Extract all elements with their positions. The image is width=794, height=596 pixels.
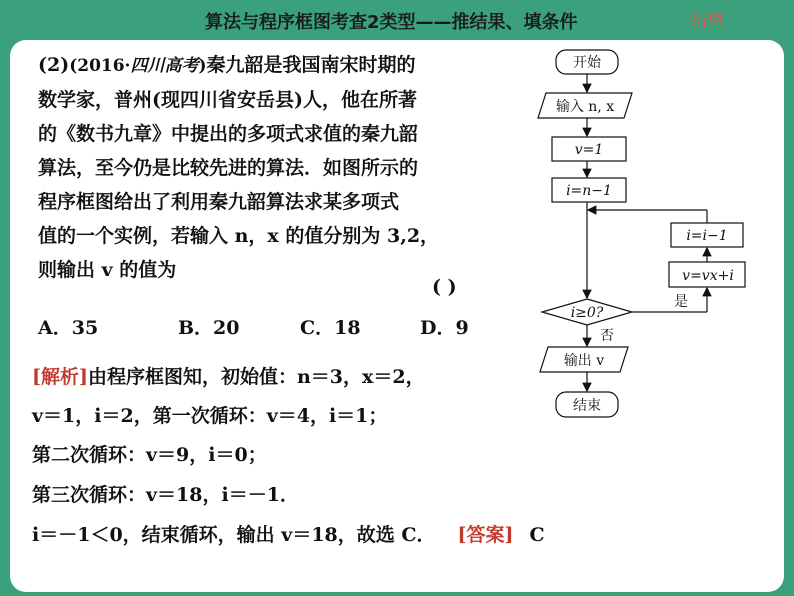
input-label: 输入 n, x: [555, 99, 615, 115]
condition-label: i≥0?: [570, 305, 604, 321]
end-link[interactable]: 结束: [690, 11, 724, 31]
init-v-label: v=1: [574, 142, 604, 158]
flowchart: [520, 40, 780, 430]
update-v-label: v=vx+i: [682, 268, 734, 284]
option-c: C．18: [300, 317, 361, 339]
analysis-tag: [解析]: [32, 366, 88, 388]
answer-value: C: [529, 524, 545, 546]
problem-line-1: (2)(2016·四川高考)秦九韶是我国南宋时期的: [38, 54, 416, 76]
end-label: 结束: [573, 398, 601, 414]
solution-line-2: v＝1，i＝2，第一次循环：v＝4，i＝1；: [32, 405, 388, 427]
problem-number: (2): [38, 54, 70, 76]
solution-line-3: 第二次循环：v＝9，i＝0；: [32, 444, 267, 466]
option-d: D．9: [420, 317, 469, 339]
problem-line-7: 则输出 v 的值为: [38, 259, 177, 281]
problem-line-4: 算法，至今仍是比较先进的算法．如图所示的: [38, 157, 419, 179]
answer-tag: [答案]: [457, 524, 514, 546]
no-label: 否: [600, 328, 614, 344]
solution-line-4: 第三次循环：v＝18，i＝－1．: [32, 484, 299, 506]
update-i-label: i=i−1: [686, 228, 728, 244]
option-b: B．20: [178, 317, 240, 339]
option-a: A．35: [38, 317, 99, 339]
solution-line-5: i＝－1＜0，结束循环，输出 v＝18，故选 C． [答案] C: [32, 524, 545, 546]
problem-line-5: 程序框图给出了利用秦九韶算法求某多项式: [38, 191, 400, 213]
answer-blank: ( ): [432, 276, 457, 298]
problem-line-3: 的《数书九章》中提出的多项式求值的秦九韶: [38, 123, 419, 145]
problem-line-2: 数学家，普州(现四川省安岳县)人，他在所著: [38, 89, 417, 111]
slide-title: 算法与程序框图考查2类型——推结果、填条件: [205, 12, 578, 33]
solution-line-1: [解析]由程序框图知，初始值：n＝3，x＝2，: [32, 366, 425, 388]
problem-line-6: 值的一个实例，若输入 n，x 的值分别为 3,2，: [38, 225, 440, 247]
yes-label: 是: [674, 294, 688, 310]
start-label: 开始: [573, 55, 601, 71]
problem-text: [38, 48, 508, 287]
output-label: 输出 v: [563, 353, 605, 369]
problem-source: (2016·四川高考): [69, 56, 207, 76]
init-i-label: i=n−1: [566, 183, 612, 199]
